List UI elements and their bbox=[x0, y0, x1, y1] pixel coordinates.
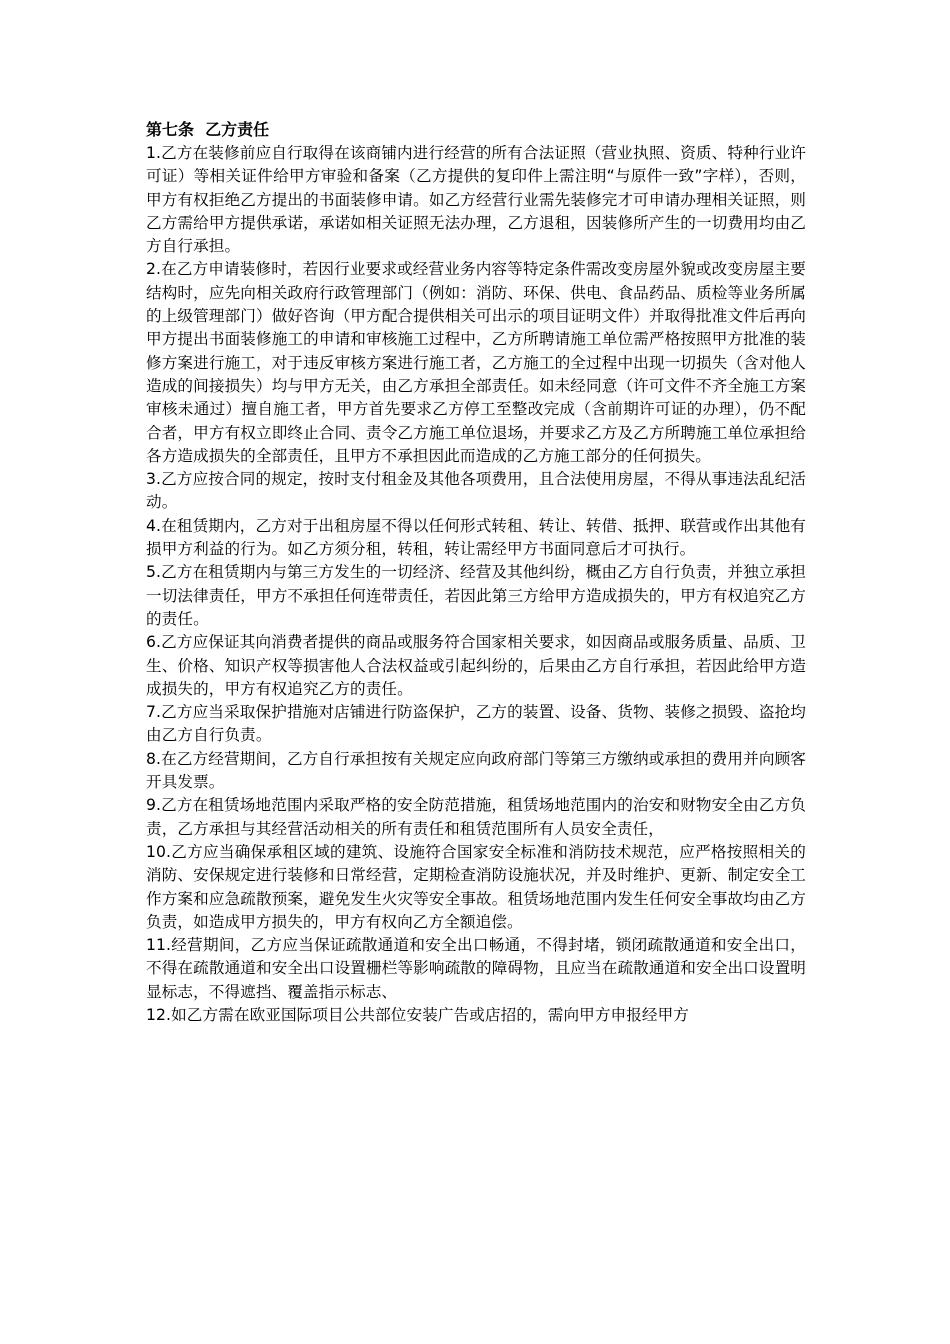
clause-6: 6.乙方应保证其向消费者提供的商品或服务符合国家相关要求，如因商品或服务质量、品质、卫生、价格、知识产权等损害他人合法权益或引起纠纷的，后果由乙方自行承担，若因此给甲方造成损失的，甲方有权追究乙方的责任。 bbox=[146, 633, 806, 698]
clause-7: 7.乙方应当采取保护措施对店铺进行防盗保护，乙方的装置、设备、货物、装修之损毁、盗抢均由乙方自行负责。 bbox=[146, 703, 806, 745]
document-page bbox=[146, 118, 806, 1027]
clause-12: 12.如乙方需在欧亚国际项目公共部位安装广告或店招的，需向甲方申报经甲方 bbox=[146, 1005, 689, 1024]
clause-1: 1.乙方在装修前应自行取得在该商铺内进行经营的所有合法证照（营业执照、资质、特种行业许可证）等相关证件给甲方审验和备案（乙方提供的复印件上需注明“与原件一致”字样），否则，甲方有权拒绝乙方提出的书面装修申请。如乙方经营行业需先装修完才可申请办理相关证照，则乙方需给甲方提供承诺，承诺如相关证照无法办理，乙方退租，因装修所产生的一切费用均由乙方自行承担。 bbox=[146, 144, 806, 256]
clause-9: 9.乙方在租赁场地范围内采取严格的安全防范措施，租赁场地范围内的治安和财物安全由乙方负责，乙方承担与其经营活动相关的所有责任和租赁范围所有人员安全责任， bbox=[146, 796, 806, 838]
clause-5: 5.乙方在租赁期内与第三方发生的一切经济、经营及其他纠纷，概由乙方自行负责，并独立承担一切法律责任，甲方不承担任何连带责任，若因此第三方给甲方造成损失的，甲方有权追究乙方的责任。 bbox=[146, 563, 806, 628]
clause-2: 2.在乙方申请装修时，若因行业要求或经营业务内容等特定条件需改变房屋外貌或改变房屋主要结构时，应先向相关政府行政管理部门（例如：消防、环保、供电、食品药品、质检等业务所属的上级管理部门）做好咨询（甲方配合提供相关可出示的项目证明文件）并取得批准文件后再向甲方提出书面装修施工的申请和审核施工过程中，乙方所聘请施工单位需严格按照甲方批准的装修方案进行施工，对于违反审核方案进行施工者，乙方施工的全过程中出现一切损失（含对他人造成的间接损失）均与甲方无关，由乙方承担全部责任。如未经同意（许可文件不齐全施工方案审核未通过）擅自施工者，甲方首先要求乙方停工至整改完成（含前期许可证的办理），仍不配合者，甲方有权立即终止合同、责令乙方施工单位退场，并要求乙方及乙方所聘施工单位承担给各方造成损失的全部责任，且甲方不承担因此而造成的乙方施工部分的任何损失。 bbox=[146, 260, 806, 465]
section-heading: 第七条 乙方责任 bbox=[146, 120, 270, 139]
clause-4: 4.在租赁期内，乙方对于出租房屋不得以任何形式转租、转让、转借、抵押、联营或作出其他有损甲方利益的行为。如乙方须分租，转租，转让需经甲方书面同意后才可执行。 bbox=[146, 516, 806, 559]
clause-8: 8.在乙方经营期间，乙方自行承担按有关规定应向政府部门等第三方缴纳或承担的费用并向顾客开具发票。 bbox=[146, 749, 806, 792]
clause-3: 3.乙方应按合同的规定，按时支付租金及其他各项费用，且合法使用房屋，不得从事违法乱纪活动。 bbox=[146, 470, 806, 512]
clause-11: 11.经营期间，乙方应当保证疏散通道和安全出口畅通，不得封堵，锁闭疏散通道和安全出口，不得在疏散通道和安全出口设置栅栏等影响疏散的障碍物，且应当在疏散通道和安全出口设置明显标志，不得遮挡、覆盖指示标志、 bbox=[146, 936, 806, 1001]
clause-10: 10.乙方应当确保承租区域的建筑、设施符合国家安全标准和消防技术规范，应严格按照相关的消防、安保规定进行装修和日常经营，定期检查消防设施状况，并及时维护、更新、制定安全工作方案和应急疏散预案，避免发生火灾等安全事故。租赁场地范围内发生任何安全事故均由乙方负责，如造成甲方损失的，甲方有权向乙方全额追偿。 bbox=[146, 842, 806, 931]
